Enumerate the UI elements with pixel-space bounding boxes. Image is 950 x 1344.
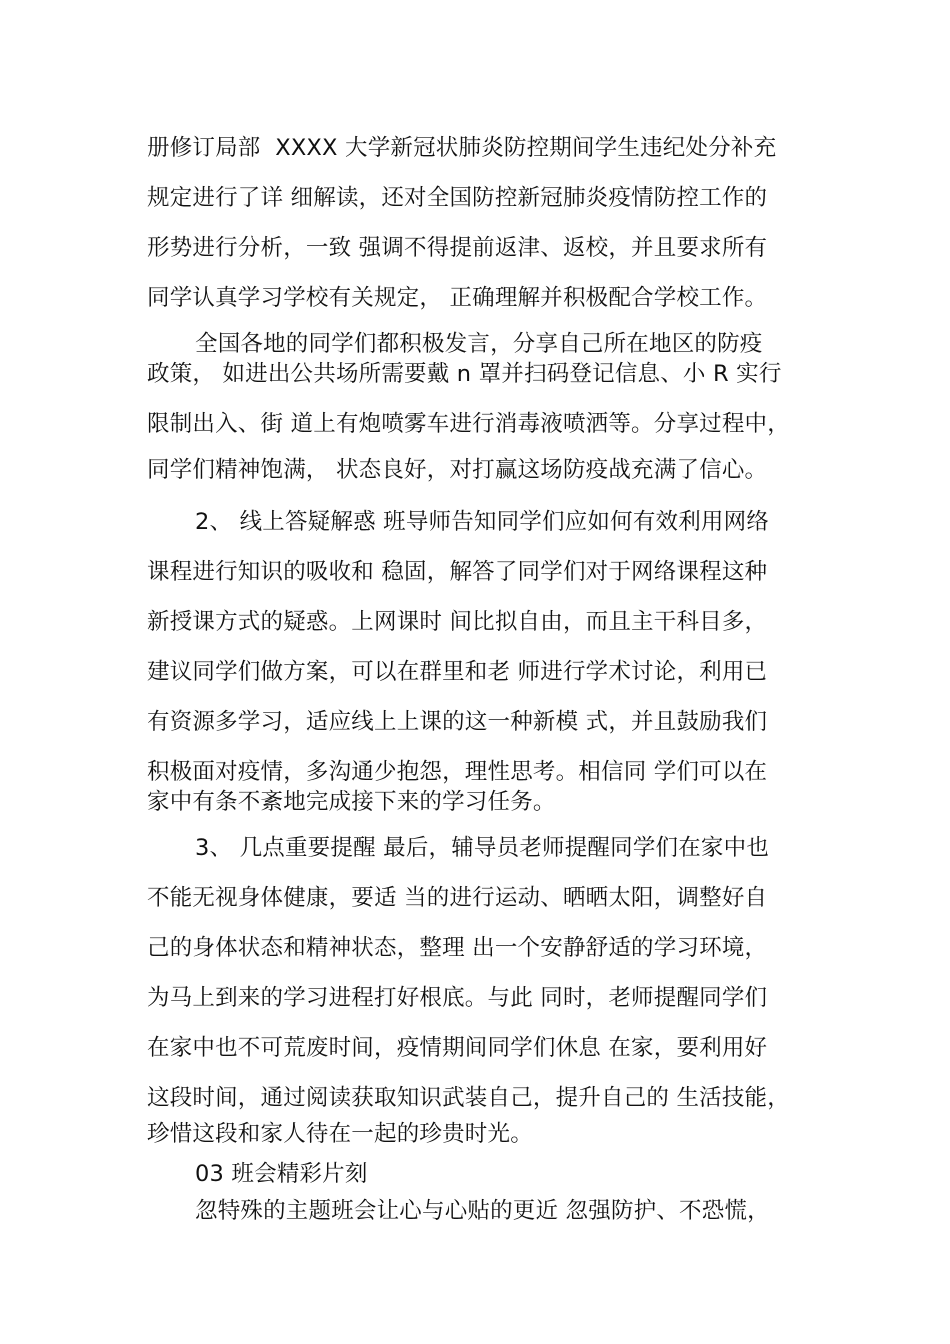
text-line-9: 2、 线上答疑解惑 班导师告知同学们应如何有效利用网络 [195,509,770,535]
text-line-15: 家中有条不紊地完成接下来的学习任务。 [147,789,556,815]
text-line-24: 忽特殊的主题班会让心与心贴的更近 忽强防护、不恐慌， [195,1198,770,1224]
text-line-3: 形势进行分析，一致 强调不得提前返津、返校，并且要求所有 [147,235,768,261]
text-line-17: 不能无视身体健康，要适 当的进行运动、晒晒太阳，调整好自 [147,885,768,911]
text-line-10: 课程进行知识的吸收和 稳固，解答了同学们对于网络课程这种 [147,559,768,585]
text-line-2: 规定进行了详 细解读，还对全国防控新冠肺炎疫情防控工作的 [147,185,768,211]
text-line-11: 新授课方式的疑惑。上网课时 间比拟自由，而且主干科目多， [147,609,768,635]
text-line-5: 全国各地的同学们都积极发言，分享自己所在地区的防疫 [195,331,763,357]
text-line-20: 在家中也不可荒废时间，疫情期间同学们休息 在家，要利用好 [147,1035,768,1061]
text-line-6: 政策， 如进出公共场所需要戴 n 罩并扫码登记信息、小 R 实行 [147,361,782,387]
text-line-14: 积极面对疫情，多沟通少抱怨，理性思考。相信同 学们可以在 [147,759,768,785]
text-line-12: 建议同学们做方案，可以在群里和老 师进行学术讨论，利用已 [147,659,768,685]
section-heading: 03 班会精彩片刻 [195,1161,368,1187]
text-line-18: 己的身体状态和精神状态，整理 出一个安静舒适的学习环境， [147,935,768,961]
text-line-1: 册修订局部 XXXX 大学新冠状肺炎防控期间学生违纪处分补充 [147,135,777,161]
text-line-21: 这段时间，通过阅读获取知识武装自己，提升自己的 生活技能， [147,1085,790,1111]
text-line-22: 珍惜这段和家人待在一起的珍贵时光。 [147,1121,533,1147]
text-line-4: 同学认真学习学校有关规定， 正确理解并积极配合学校工作。 [147,285,768,311]
text-line-8: 同学们精神饱满， 状态良好，对打赢这场防疫战充满了信心。 [147,457,768,483]
text-line-16: 3、 几点重要提醒 最后，辅导员老师提醒同学们在家中也 [195,835,770,861]
text-line-7: 限制出入、街 道上有炮喷雾车进行消毒液喷洒等。分享过程中， [147,411,790,437]
text-line-13: 有资源多学习，适应线上上课的这一种新模 式，并且鼓励我们 [147,709,768,735]
text-line-19: 为马上到来的学习进程打好根底。与此 同时，老师提醒同学们 [147,985,768,1011]
